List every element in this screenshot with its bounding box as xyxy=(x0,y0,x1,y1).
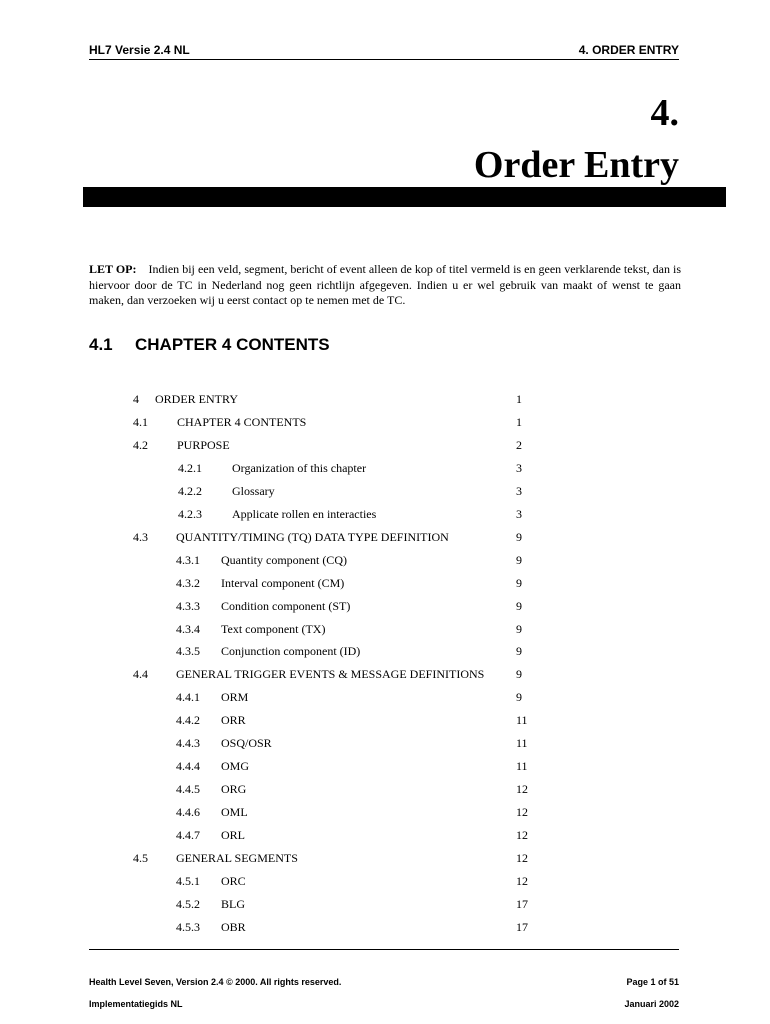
toc-entry-page: 1 xyxy=(516,392,522,406)
toc-entry-number: 4.4.2 xyxy=(176,713,200,728)
toc-entry-number: 4.5.3 xyxy=(176,919,200,934)
toc-entry-title: ORG xyxy=(221,782,247,797)
toc-entry-number: 4.4.7 xyxy=(176,828,200,843)
toc-entry-title: Quantity component (CQ) xyxy=(221,552,347,567)
toc-entry-number: 4.3.1 xyxy=(176,552,200,567)
toc-entry-number: 4.4.1 xyxy=(176,690,200,705)
toc-entry-title: OML xyxy=(221,805,248,820)
footer-guide-name: Implementatiegids NL xyxy=(89,999,183,1009)
note-paragraph xyxy=(89,262,681,309)
toc-entry-page: 9 xyxy=(516,667,522,682)
toc-entry-number: 4.3.3 xyxy=(176,598,200,613)
toc-entry-title: OSQ/OSR xyxy=(221,736,272,751)
toc-entry-title: Conjunction component (ID) xyxy=(221,644,361,659)
footer-line-1 xyxy=(89,977,679,987)
toc-entry-number: 4.3.4 xyxy=(176,621,200,636)
toc-entry[interactable] xyxy=(0,411,770,433)
toc-entry-number: 4.5.1 xyxy=(176,873,200,888)
toc-entry-number: 4.3.5 xyxy=(176,644,200,659)
toc-entry[interactable] xyxy=(0,893,770,915)
toc-entry[interactable] xyxy=(0,480,770,502)
toc-entry[interactable] xyxy=(0,847,770,869)
toc-entry-page: 12 xyxy=(516,851,528,865)
chapter-title-bar xyxy=(83,187,726,207)
toc-entry[interactable] xyxy=(0,824,770,846)
toc-entry[interactable] xyxy=(0,572,770,594)
toc-entry-title: ORL xyxy=(221,828,245,843)
toc-entry-page: 9 xyxy=(516,621,522,636)
toc-entry-title: ORC xyxy=(221,873,246,888)
toc-entry-number: 4.4.5 xyxy=(176,782,200,797)
toc-entry-number: 4.4.3 xyxy=(176,736,200,751)
toc-entry-number: 4.3.2 xyxy=(176,575,200,590)
toc-entry-title: Interval component (CM) xyxy=(221,575,345,590)
toc-entry-page: 9 xyxy=(516,529,522,544)
toc-entry-number: 4.2.1 xyxy=(178,460,202,475)
section-title: CHAPTER 4 CONTENTS xyxy=(135,335,330,354)
toc-entry-number: 4.5.2 xyxy=(176,896,200,911)
toc-entry[interactable] xyxy=(0,434,770,456)
toc-entry[interactable] xyxy=(0,618,770,640)
toc-entry-title: GENERAL TRIGGER EVENTS & MESSAGE DEFINITIONS xyxy=(176,667,485,682)
header-chapter-title: 4. ORDER ENTRY xyxy=(578,43,679,57)
footer-line-2 xyxy=(89,999,679,1009)
toc-entry-page: 12 xyxy=(516,805,528,820)
toc-entry[interactable] xyxy=(0,870,770,892)
toc-entry-title: ORR xyxy=(221,713,246,728)
toc-entry[interactable] xyxy=(0,549,770,571)
toc-entry-number: 4.1 xyxy=(133,414,148,429)
toc-entry-title: GENERAL SEGMENTS xyxy=(176,851,298,865)
footer-rule xyxy=(89,949,679,950)
toc-entry[interactable] xyxy=(0,663,770,685)
toc-entry-page: 11 xyxy=(516,736,528,751)
footer-page-number: Page 1 of 51 xyxy=(626,977,679,987)
toc-entry[interactable] xyxy=(0,778,770,800)
toc-entry[interactable] xyxy=(0,595,770,617)
toc-entry-page: 3 xyxy=(516,460,522,475)
toc-entry-page: 17 xyxy=(516,919,528,934)
toc-entry-number: 4.2.2 xyxy=(178,483,202,498)
chapter-number: 4. xyxy=(650,92,679,134)
header-rule xyxy=(89,59,679,60)
toc-entry-title: OMG xyxy=(221,759,250,774)
toc-entry-title: ORM xyxy=(221,690,249,705)
chapter-title: Order Entry xyxy=(473,144,679,186)
toc-entry[interactable] xyxy=(0,916,770,938)
toc-entry-title: Applicate rollen en interacties xyxy=(232,506,377,521)
toc-entry[interactable] xyxy=(0,526,770,548)
toc-entry-number: 4 xyxy=(133,392,139,406)
toc-entry-page: 9 xyxy=(516,690,522,705)
toc-entry-title: Text component (TX) xyxy=(221,621,326,636)
page-header xyxy=(89,43,679,57)
toc-entry-page: 11 xyxy=(516,713,528,728)
toc-entry[interactable] xyxy=(0,640,770,662)
toc-entry-number: 4.2 xyxy=(133,437,148,452)
toc-entry-title: BLG xyxy=(221,896,245,911)
toc-entry[interactable] xyxy=(0,732,770,754)
toc-entry[interactable] xyxy=(0,709,770,731)
toc-entry-page: 12 xyxy=(516,828,528,843)
toc-entry-number: 4.3 xyxy=(133,529,148,544)
toc-entry[interactable] xyxy=(0,388,770,410)
toc-entry-page: 12 xyxy=(516,873,528,888)
toc-entry-number: 4.2.3 xyxy=(178,506,202,521)
footer-date: Januari 2002 xyxy=(624,999,679,1009)
footer-copyright: Health Level Seven, Version 2.4 © 2000. All rights reserved. xyxy=(89,977,342,987)
header-document-title: HL7 Versie 2.4 NL xyxy=(89,43,190,57)
toc-entry[interactable] xyxy=(0,457,770,479)
toc-entry[interactable] xyxy=(0,686,770,708)
toc-entry-title: Organization of this chapter xyxy=(232,460,367,475)
toc-entry-title: Glossary xyxy=(232,483,275,498)
toc-entry-title: ORDER ENTRY xyxy=(155,392,239,406)
note-text: Indien bij een veld, segment, bericht of event alleen de kop of titel vermeld is en geen verklarende tekst, dan is hiervoor door de TC in Nederland nog geen richtlijn afgegeven. Indien u er wel gebruik van maakt of wenst te gaan maken, dan verzoeken wij u eerst contact op te nemen met de TC. xyxy=(89,262,681,307)
toc-entry-title: Condition component (ST) xyxy=(221,598,351,613)
toc-entry-number: 4.4.4 xyxy=(176,759,200,774)
toc-entry-number: 4.4.6 xyxy=(176,805,200,820)
toc-entry-title: OBR xyxy=(221,919,246,934)
toc-entry-page: 3 xyxy=(516,506,522,521)
toc-entry-page: 12 xyxy=(516,782,528,797)
toc-entry-page: 11 xyxy=(516,759,528,774)
toc-entry-title: QUANTITY/TIMING (TQ) DATA TYPE DEFINITION xyxy=(176,529,449,544)
toc-entry-page: 9 xyxy=(516,575,522,590)
section-number: 4.1 xyxy=(89,335,113,354)
toc-entry-page: 9 xyxy=(516,644,522,659)
toc-entry-page: 9 xyxy=(516,598,522,613)
note-label: LET OP: xyxy=(89,262,137,276)
toc-entry-title: PURPOSE xyxy=(177,437,230,452)
toc-entry-page: 9 xyxy=(516,552,522,567)
toc-entry-number: 4.5 xyxy=(133,851,148,865)
toc-entry[interactable] xyxy=(0,755,770,777)
toc-entry-title: CHAPTER 4 CONTENTS xyxy=(177,414,307,429)
toc-entry-number: 4.4 xyxy=(133,667,148,682)
toc-entry-page: 2 xyxy=(516,437,522,452)
toc-entry-page: 17 xyxy=(516,896,528,911)
section-heading xyxy=(89,335,330,355)
toc-entry[interactable] xyxy=(0,503,770,525)
toc-entry-page: 3 xyxy=(516,483,522,498)
toc-entry[interactable] xyxy=(0,801,770,823)
toc-entry-page: 1 xyxy=(516,414,522,429)
